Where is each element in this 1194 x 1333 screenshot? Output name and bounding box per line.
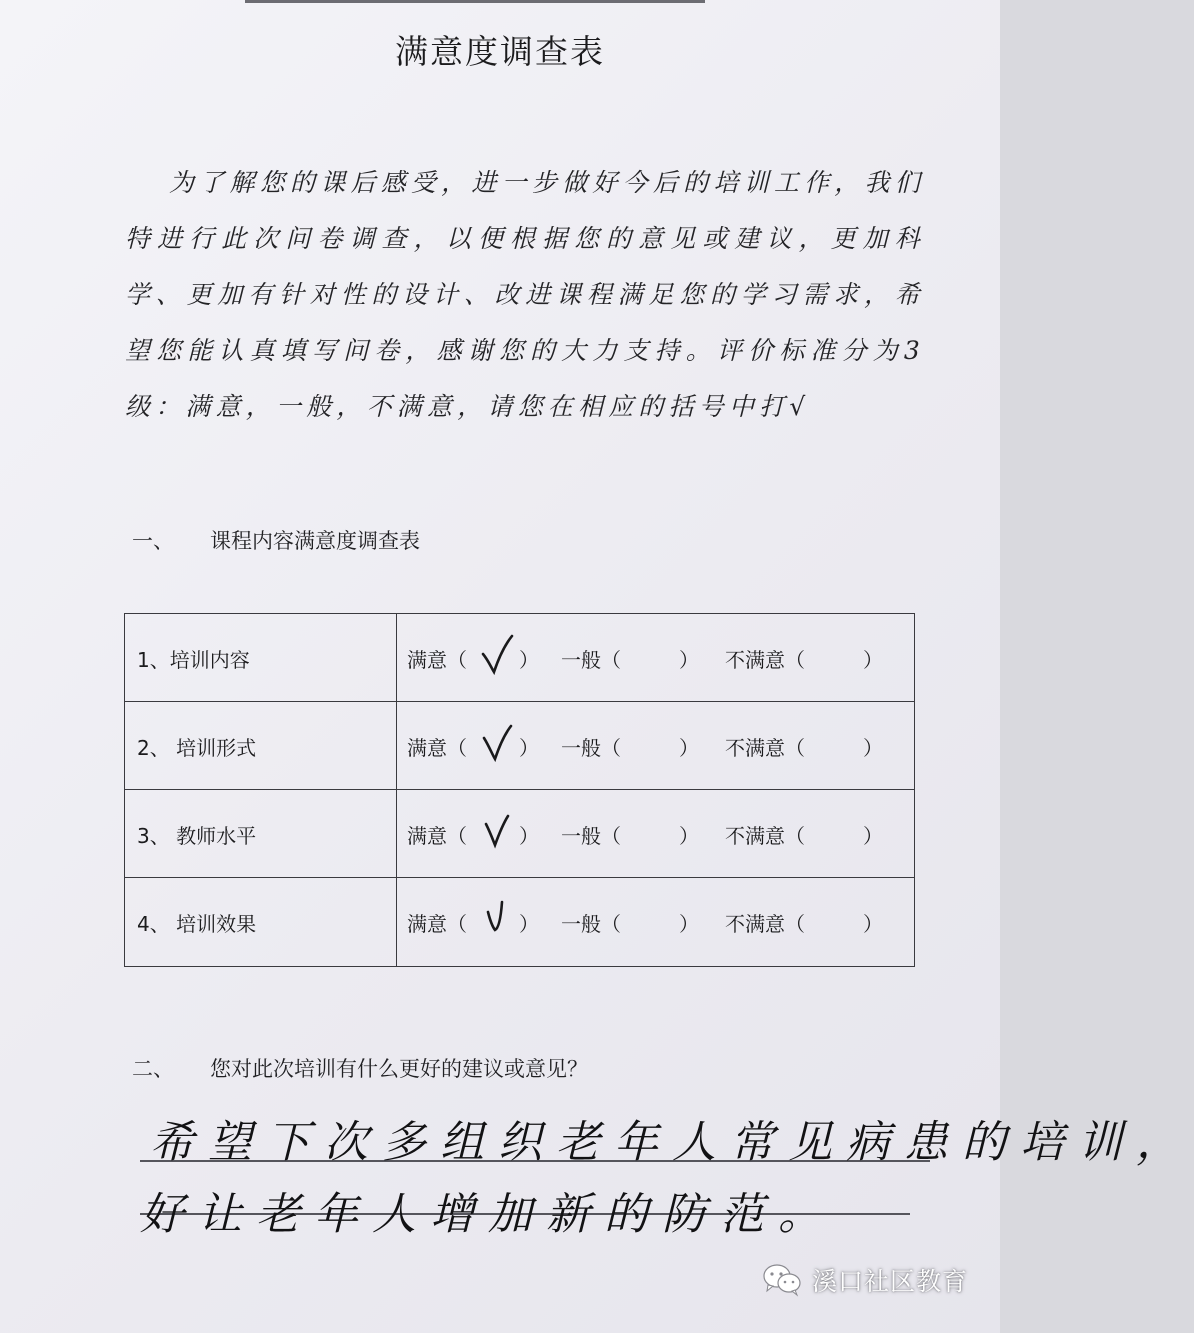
table-row <box>125 878 914 966</box>
watermark <box>762 1262 968 1298</box>
option-unsatisfied[interactable]: 不满意（ ） <box>725 736 883 760</box>
row-label: 1、培训内容 <box>137 648 250 672</box>
intro-paragraph: 为了解您的课后感受，进一步做好今后的培训工作，我们特进行此次问卷调查，以便根据您的意见或建议，更加科学、更加有针对性的设计、改进课程满足您的学习需求，希望您能认真填写问卷，感谢您的大力支持。评价标准分为3级：满意，一般，不满意，请您在相应的括号中打√ <box>125 168 925 421</box>
option-neutral[interactable]: 一般（ ） <box>561 648 699 672</box>
section-one-title: 课程内容满意度调查表 <box>210 529 420 553</box>
wechat-icon <box>762 1263 802 1297</box>
option-unsatisfied[interactable]: 不满意（ ） <box>725 912 883 936</box>
option-unsatisfied[interactable]: 不满意（ ） <box>725 824 883 848</box>
row-label: 2、 培训形式 <box>137 736 257 760</box>
row-label: 3、 教师水平 <box>137 824 257 848</box>
row-label: 4、 培训效果 <box>137 912 257 936</box>
section-two-title: 您对此次培训有什么更好的建议或意见？ <box>210 1057 588 1081</box>
paper-top-edge <box>245 0 705 3</box>
option-satisfied[interactable]: 满意（ ） <box>407 648 539 672</box>
handwritten-answer-line: 好让老年人增加新的防范。 <box>140 1189 836 1240</box>
option-neutral[interactable]: 一般（ ） <box>561 824 699 848</box>
row-label-cell <box>125 702 397 789</box>
option-satisfied[interactable]: 满意（ ） <box>407 736 539 760</box>
option-satisfied[interactable]: 满意（ ） <box>407 824 539 848</box>
row-label-cell <box>125 614 397 701</box>
table-row <box>125 614 914 702</box>
table-row <box>125 702 914 790</box>
option-neutral[interactable]: 一般（ ） <box>561 912 699 936</box>
option-neutral[interactable]: 一般（ ） <box>561 736 699 760</box>
row-label-cell <box>125 790 397 877</box>
handwritten-answer-line: 希望下次多组织老年人常见病患的培训， <box>150 1117 1194 1168</box>
check-mark-icon <box>480 722 514 762</box>
table-row <box>125 790 914 878</box>
row-label-cell <box>125 878 397 966</box>
page-title: 满意度调查表 <box>395 32 605 71</box>
section-one-number: 一、 <box>132 529 174 553</box>
satisfaction-table <box>124 613 915 967</box>
check-mark-icon <box>480 634 514 674</box>
option-unsatisfied[interactable]: 不满意（ ） <box>725 648 883 672</box>
section-two-number: 二、 <box>132 1057 174 1081</box>
watermark-text: 溪口社区教育 <box>811 1267 968 1296</box>
section-one-heading <box>132 525 420 555</box>
section-two-heading <box>132 1053 588 1083</box>
check-mark-icon <box>480 810 514 850</box>
option-satisfied[interactable]: 满意（ ） <box>407 912 539 936</box>
check-mark-icon <box>480 898 514 938</box>
